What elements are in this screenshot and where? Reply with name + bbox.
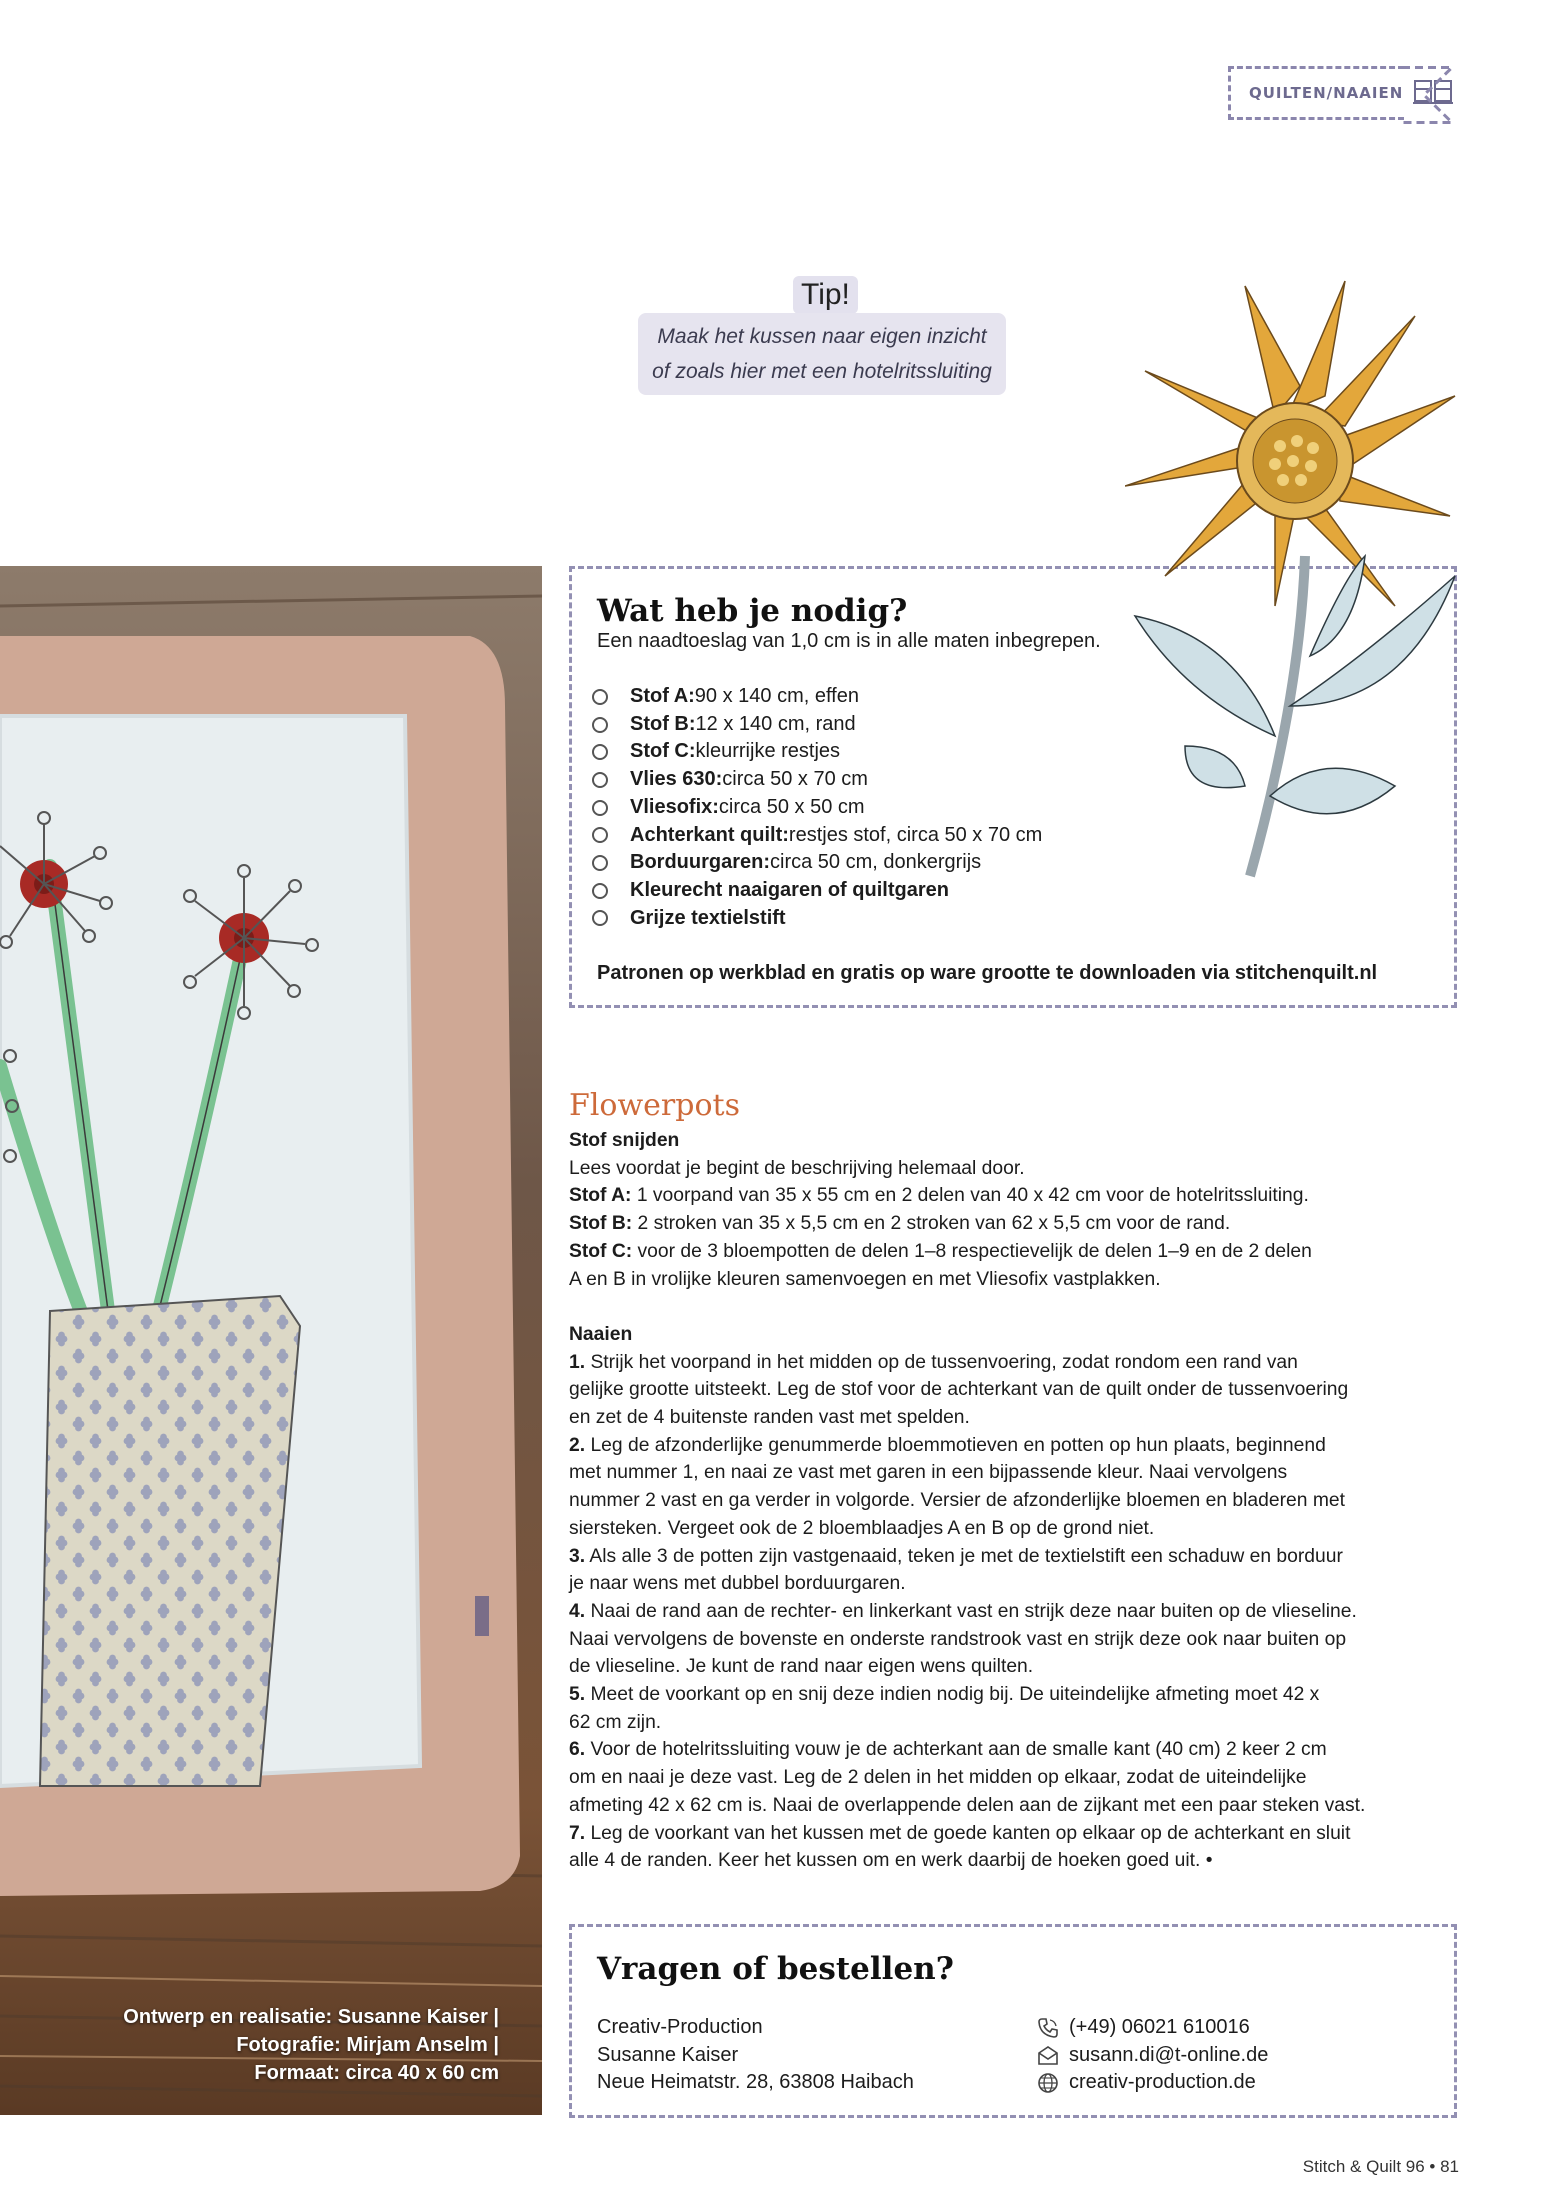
list-item: Stof B: 12 x 140 cm, rand xyxy=(592,711,1042,739)
contact-phone xyxy=(1037,2014,1268,2042)
step-item: 2. Leg de afzonderlijke genummerde bloemmotieven en potten op hun plaats, beginnend met nummer 1, en naai ze vast met garen in een bijpassende kleur. Naai vervolgens nummer 2 vast en ga verder in volgorde. Versier de afzonderlijke bloemen en bladeren met siersteken. Vergeet ook de 2 bloemblaadjes A en B op de grond niet. xyxy=(569,1434,1345,1539)
circle-bullet-icon xyxy=(592,800,608,816)
circle-bullet-icon xyxy=(592,744,608,760)
cutting-item: Stof C: voor de 3 bloempotten de delen 1–8 respectievelijk de delen 1–9 en de 2 delen A en B in vrolijke kleuren samenvoegen en met Vliesofix vastplakken. xyxy=(569,1240,1312,1290)
caption-line: Fotografie: Mirjam Anselm | xyxy=(236,2034,499,2056)
caption-line: Formaat: circa 40 x 60 cm xyxy=(254,2062,499,2084)
globe-icon xyxy=(1037,2072,1059,2094)
contact-details xyxy=(1037,2014,1268,2097)
materials-intro: Een naadtoeslag van 1,0 cm is in alle maten inbegrepen. xyxy=(597,630,1101,652)
tip-title: Tip! xyxy=(793,276,858,314)
materials-title: Wat heb je nodig? xyxy=(597,593,908,629)
list-item: Grijze textielstift xyxy=(592,905,1042,933)
flowerpots-title: Flowerpots xyxy=(569,1088,740,1123)
email-address[interactable]: susann.di@t-online.de xyxy=(1069,2043,1269,2066)
circle-bullet-icon xyxy=(592,772,608,788)
circle-bullet-icon xyxy=(592,717,608,733)
tip-line: of zoals hier met een hotelritssluiting xyxy=(652,360,992,383)
step-item: 7. Leg de voorkant van het kussen met de goede kanten op elkaar op de achterkant en sluit alle 4 de randen. Keer het kussen om en werk daarbij de hoeken goed uit. • xyxy=(569,1822,1351,1872)
cutting-item: Stof B: 2 stroken van 35 x 5,5 cm en 2 stroken van 62 x 5,5 cm voor de rand. xyxy=(569,1213,1231,1235)
address-line: Neue Heimatstr. 28, 63808 Haibach xyxy=(597,2071,914,2094)
instructions-body xyxy=(569,1127,1469,1875)
page-footer: Stitch & Quilt 96 • 81 xyxy=(1302,2157,1459,2176)
contact-box xyxy=(569,1924,1457,2118)
contact-email xyxy=(1037,2042,1268,2070)
circle-bullet-icon xyxy=(592,910,608,926)
materials-list xyxy=(592,683,1042,932)
circle-bullet-icon xyxy=(592,883,608,899)
sunflower-illustration xyxy=(1125,276,1485,916)
sewing-heading: Naaien xyxy=(569,1323,633,1345)
phone-icon xyxy=(1037,2017,1059,2039)
list-item: Achterkant quilt: restjes stof, circa 50 x 70 cm xyxy=(592,822,1042,850)
cutting-item: Stof A: 1 voorpand van 35 x 55 cm en 2 delen van 40 x 42 cm voor de hotelritssluiting. xyxy=(569,1185,1309,1207)
contact-address xyxy=(597,2014,914,2097)
tip-line: Maak het kussen naar eigen inzicht xyxy=(657,325,987,348)
circle-bullet-icon xyxy=(592,827,608,843)
step-item: 3. Als alle 3 de potten zijn vastgenaaid, teken je met de textielstift een schaduw en borduur je naar wens met dubbel borduurgaren. xyxy=(569,1545,1343,1595)
list-item: Vliesofix: circa 50 x 50 cm xyxy=(592,794,1042,822)
list-item: Stof C: kleurrijke restjes xyxy=(592,738,1042,766)
website-link[interactable]: creativ-production.de xyxy=(1069,2071,1256,2094)
phone-number[interactable]: (+49) 06021 610016 xyxy=(1069,2016,1250,2038)
list-item: Vlies 630: circa 50 x 70 cm xyxy=(592,766,1042,794)
tag-notch-icon xyxy=(1400,66,1456,124)
circle-bullet-icon xyxy=(592,855,608,871)
photo-caption xyxy=(123,2003,499,2087)
address-line: Susanne Kaiser xyxy=(597,2043,739,2066)
address-line: Creativ-Production xyxy=(597,2016,763,2038)
step-item: 6. Voor de hotelritssluiting vouw je de achterkant aan de smalle kant (40 cm) 2 keer 2 cm om en naai je deze vast. Leg de 2 delen in het midden op elkaar, zodat de uiteindelijke afmeting 42 x 62 cm is. Naai de overlappende delen aan de zijkant met een paar steken vast. xyxy=(569,1739,1366,1816)
cutting-heading: Stof snijden xyxy=(569,1130,680,1151)
caption-line: Ontwerp en realisatie: Susanne Kaiser | xyxy=(123,2006,499,2028)
section-tag xyxy=(1228,66,1404,120)
step-item: 1. Strijk het voorpand in het midden op de tussenvoering, zodat rondom een rand van gelijke grootte uitsteekt. Leg de stof voor de achterkant van de quilt onder de tussenvoering en zet de 4 buitenste randen vast met spelden. xyxy=(569,1351,1349,1429)
email-icon xyxy=(1037,2045,1059,2067)
cushion-photo xyxy=(0,566,542,2115)
pattern-download-note: Patronen op werkblad en gratis op ware grootte te downloaden via stitchenquilt.nl xyxy=(597,962,1378,984)
list-item: Borduurgaren: circa 50 cm, donkergrijs xyxy=(592,849,1042,877)
list-item: Stof A: 90 x 140 cm, effen xyxy=(592,683,1042,711)
tip-body xyxy=(638,313,1006,395)
step-item: 5. Meet de voorkant op en snij deze indien nodig bij. De uiteindelijke afmeting moet 42 x 62 cm zijn. xyxy=(569,1684,1320,1733)
step-item: 4. Naai de rand aan de rechter- en linkerkant vast en strijk deze naar buiten op de vlieseline. Naai vervolgens de bovenste en onderste randstrook vast en strijk deze ook naar buiten op de vlieseline. Je kunt de rand naar eigen wens quilten. xyxy=(569,1600,1357,1678)
section-tag-label: QUILTEN/NAAIEN xyxy=(1249,84,1404,102)
circle-bullet-icon xyxy=(592,689,608,705)
contact-web xyxy=(1037,2069,1268,2097)
contact-title: Vragen of bestellen? xyxy=(597,1951,954,1987)
instructions-intro: Lees voordat je begint de beschrijving helemaal door. xyxy=(569,1157,1025,1179)
list-item: Kleurecht naaigaren of quiltgaren xyxy=(592,877,1042,905)
